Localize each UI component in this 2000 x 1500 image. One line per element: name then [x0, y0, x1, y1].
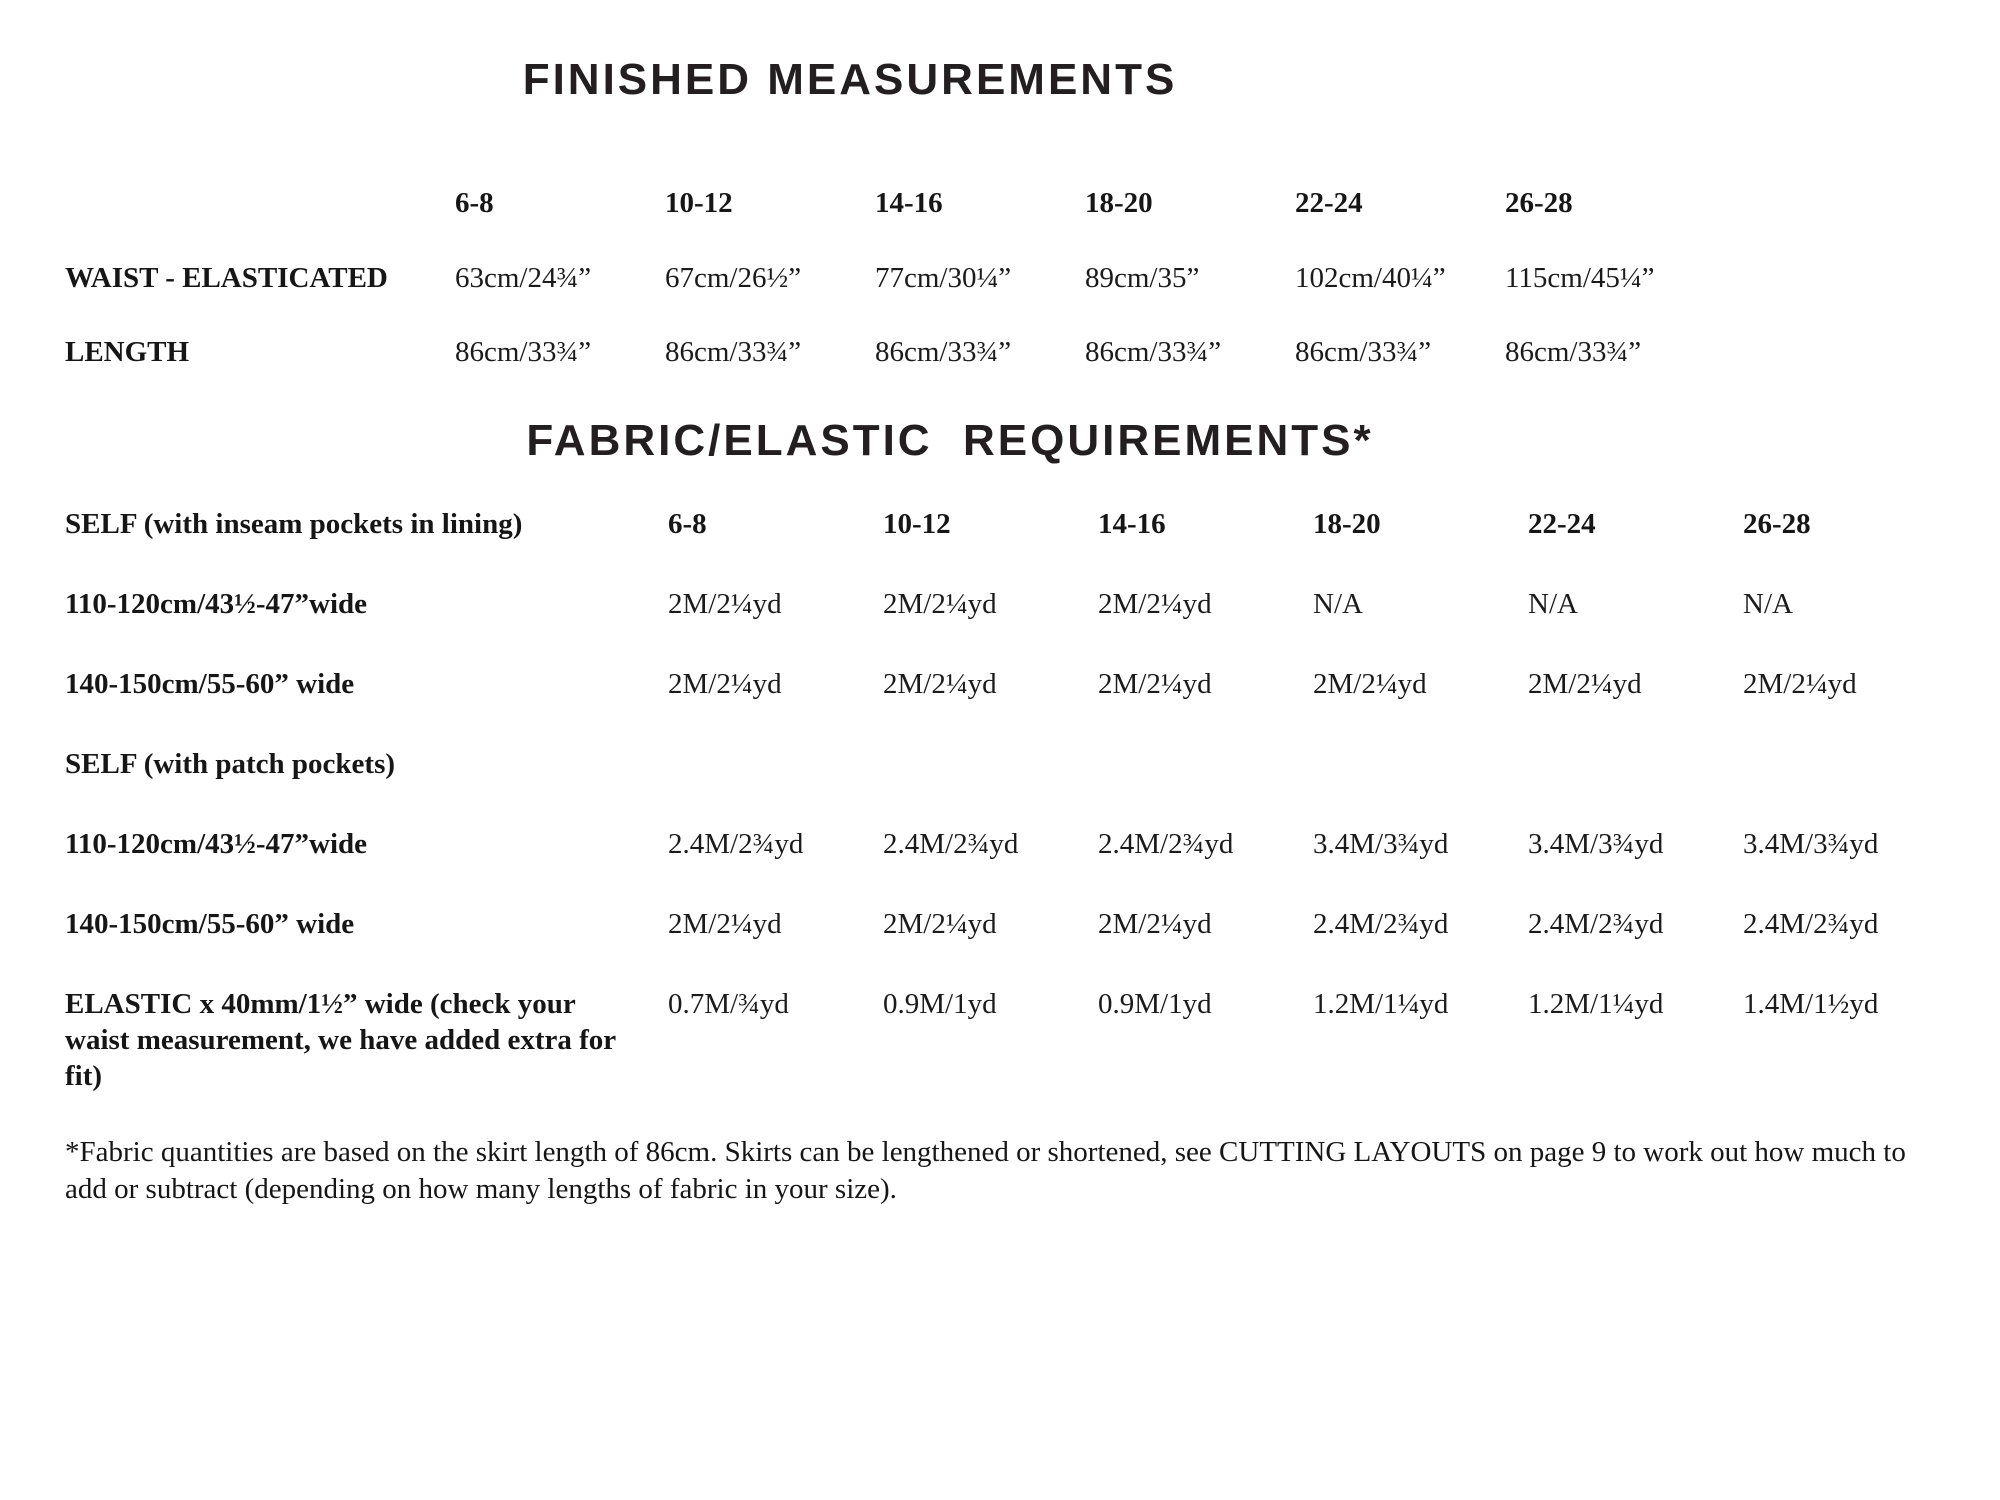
size-column-header: 26-28 [1505, 187, 1573, 219]
row-self-patch-pockets-section [65, 746, 2000, 826]
fabric-quantity-value: 2M/2¼yd [668, 908, 782, 940]
size-column-header: 6-8 [668, 508, 707, 540]
row-label: WAIST - ELASTICATED [65, 262, 388, 294]
row-140-150-lining [65, 666, 2000, 746]
fabric-quantity-value: 2.4M/2¾yd [1313, 908, 1449, 940]
measurement-value: 86cm/33¾” [1085, 336, 1222, 368]
elastic-quantity-value: 1.2M/1¼yd [1528, 988, 1664, 1020]
size-column-header: 6-8 [455, 187, 494, 219]
size-column-header: 10-12 [665, 187, 733, 219]
fabric-quantity-value: N/A [1528, 588, 1578, 620]
measurement-value: 102cm/40¼” [1295, 262, 1446, 294]
fabric-quantity-value: 2.4M/2¾yd [883, 828, 1019, 860]
fabric-quantity-value: 3.4M/3¾yd [1743, 828, 1879, 860]
measurement-value: 89cm/35” [1085, 262, 1200, 294]
fabric-quantity-value: 2M/2¼yd [883, 668, 997, 700]
fabric-quantity-value: 2.4M/2¾yd [668, 828, 804, 860]
fabric-quantity-value: 2M/2¼yd [1098, 908, 1212, 940]
fabric-width-label: 110-120cm/43½-47”wide [65, 588, 368, 620]
finished-measurements-title: FINISHED MEASUREMENTS [522, 55, 1178, 104]
row-label: LENGTH [65, 336, 190, 368]
measurement-value: 86cm/33¾” [455, 336, 592, 368]
fabric-quantity-value: N/A [1743, 588, 1793, 620]
fabric-quantity-value: 2.4M/2¾yd [1528, 908, 1664, 940]
fabric-width-label: 140-150cm/55-60” wide [65, 668, 355, 700]
fabric-quantity-value: 2M/2¼yd [883, 588, 997, 620]
size-column-header: 22-24 [1295, 187, 1363, 219]
finished-measurements-header-row [65, 185, 2000, 260]
fabric-quantity-value: 3.4M/3¾yd [1528, 828, 1664, 860]
measurement-value: 63cm/24¾” [455, 262, 592, 294]
fabric-requirements-title: FABRIC/ELASTIC REQUIREMENTS* [526, 416, 1374, 465]
measurement-value: 86cm/33¾” [1295, 336, 1432, 368]
finished-measurements-table [65, 185, 2000, 408]
elastic-quantity-value: 0.7M/¾yd [668, 988, 789, 1020]
size-column-header: 26-28 [1743, 508, 1811, 540]
measurement-value: 86cm/33¾” [875, 336, 1012, 368]
self-patch-pockets-label: SELF (with patch pockets) [65, 748, 396, 780]
measurement-value: 115cm/45¼” [1505, 262, 1655, 294]
size-column-header: 10-12 [883, 508, 951, 540]
size-column-header: 18-20 [1313, 508, 1381, 540]
measurement-value: 86cm/33¾” [665, 336, 802, 368]
elastic-quantity-value: 1.4M/1½yd [1743, 988, 1879, 1020]
row-140-150-patch [65, 906, 2000, 986]
fabric-width-label: 140-150cm/55-60” wide [65, 908, 355, 940]
measurement-value: 67cm/26½” [665, 262, 802, 294]
fabric-requirements-table [65, 506, 2000, 1094]
row-elastic [65, 986, 2000, 1094]
measurement-value: 77cm/30¼” [875, 262, 1012, 294]
row-110-120-lining [65, 586, 2000, 666]
fabric-quantity-value: 2.4M/2¾yd [1743, 908, 1879, 940]
size-column-header: 14-16 [875, 187, 943, 219]
self-inseam-pockets-label: SELF (with inseam pockets in lining) [65, 508, 523, 540]
fabric-quantity-value: 2M/2¼yd [668, 588, 782, 620]
elastic-quantity-value: 0.9M/1yd [1098, 988, 1212, 1020]
fabric-quantity-value: 2M/2¼yd [1098, 668, 1212, 700]
fabric-quantity-value: 2M/2¼yd [1743, 668, 1857, 700]
row-waist-elasticated [65, 260, 2000, 334]
row-110-120-patch [65, 826, 2000, 906]
size-column-header: 22-24 [1528, 508, 1596, 540]
fabric-quantity-value: N/A [1313, 588, 1363, 620]
header-spacer [65, 185, 455, 221]
fabric-quantity-value: 2M/2¼yd [1098, 588, 1212, 620]
elastic-quantity-value: 1.2M/1¼yd [1313, 988, 1449, 1020]
elastic-quantity-value: 0.9M/1yd [883, 988, 997, 1020]
fabric-requirements-header-row [65, 506, 2000, 586]
fabric-quantity-value: 2.4M/2¾yd [1098, 828, 1234, 860]
fabric-width-label: 110-120cm/43½-47”wide [65, 828, 368, 860]
elastic-label: ELASTIC x 40mm/1½” wide (check your waist measurement, we have added extra for fit) [65, 988, 616, 1092]
size-column-header: 18-20 [1085, 187, 1153, 219]
fabric-quantity-value: 2M/2¼yd [1313, 668, 1427, 700]
fabric-quantity-value: 3.4M/3¾yd [1313, 828, 1449, 860]
fabric-quantity-value: 2M/2¼yd [883, 908, 997, 940]
fabric-quantity-value: 2M/2¼yd [668, 668, 782, 700]
size-column-header: 14-16 [1098, 508, 1166, 540]
measurement-value: 86cm/33¾” [1505, 336, 1642, 368]
row-length [65, 334, 2000, 408]
fabric-quantity-value: 2M/2¼yd [1528, 668, 1642, 700]
fabric-quantities-footnote: *Fabric quantities are based on the skirt length of 86cm. Skirts can be lengthened or shortened, see CUTTING LAYOUTS on page 9 to work out how much to add or subtract (depending on how many lengths of fabric in your size). [65, 1136, 1906, 1205]
